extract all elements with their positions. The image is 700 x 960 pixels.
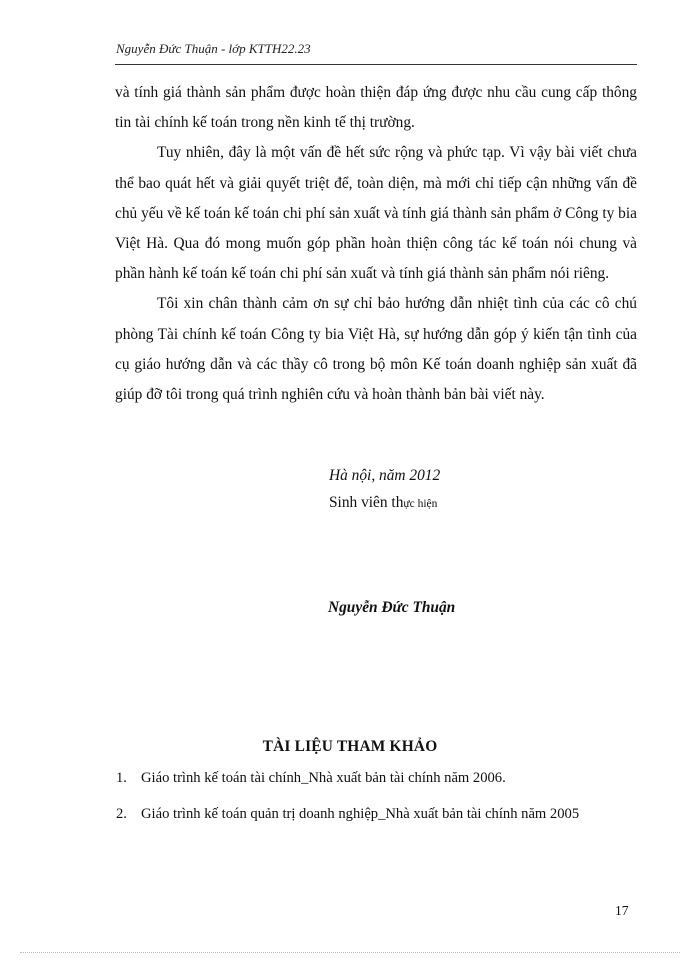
references-title: TÀI LIỆU THAM KHẢO — [262, 738, 438, 755]
reference-item — [116, 806, 656, 842]
paragraph-scope: Tuy nhiên, đây là một vấn đề hết sức rộng và phức tạp. Vì vậy bài viết chưa thể bao quát hết và giải quyết triệt để, toàn diện, mà mới chỉ tiếp cận những vấn đề chủ yếu về kế toán kế toán chi phí sản xuất và tính giá thành sản phẩm ở Công ty bia Việt Hà. Qua đó mong muốn góp phần hoàn thiện công tác kế toán nói chung và phần hành kế toán kế toán chi phí sản xuất và tính giá thành sản phẩm nói riêng. — [115, 144, 637, 283]
signer-name: Nguyễn Đức Thuận — [328, 599, 456, 616]
reference-number: 2. — [116, 806, 127, 822]
body-text — [115, 78, 637, 410]
page-bottom-edge — [20, 952, 680, 953]
paragraph-continuation: và tính giá thành sản phẩm được hoàn thiện đáp ứng được nhu cầu cung cấp thông tin tài chính kế toán trong nền kinh tế thị trường. — [115, 84, 637, 132]
signer-role-tail: ực hiện — [403, 498, 438, 510]
page-number: 17 — [615, 903, 629, 918]
place-date: Hà nội, năm 2012 — [329, 467, 441, 484]
reference-text: Giáo trình kế toán tài chính_Nhà xuất bản tài chính năm 2006. — [141, 770, 506, 786]
paragraph-acknowledgement: Tôi xin chân thành cảm ơn sự chỉ bảo hướng dẫn nhiệt tình của các cô chú phòng Tài chính kế toán Công ty bia Việt Hà, sự hướng dẫn góp ý kiến tận tình của cụ giáo hướng dẫn và các thầy cô trong bộ môn Kế toán doanh nghiệp sản xuất đã giúp đỡ tôi trong quá trình nghiên cứu và hoàn thành bản bài viết này. — [115, 295, 637, 404]
signer-role-main: Sinh viên th — [329, 494, 404, 511]
signer-role — [329, 494, 437, 512]
reference-item — [116, 770, 656, 806]
header-rule — [115, 64, 637, 65]
reference-number: 1. — [116, 770, 127, 786]
running-header: Nguyễn Đức Thuận - lớp KTTH22.23 — [116, 41, 311, 56]
references-list — [116, 770, 656, 842]
reference-text: Giáo trình kế toán quản trị doanh nghiệp_Nhà xuất bản tài chính năm 2005 — [141, 806, 580, 822]
